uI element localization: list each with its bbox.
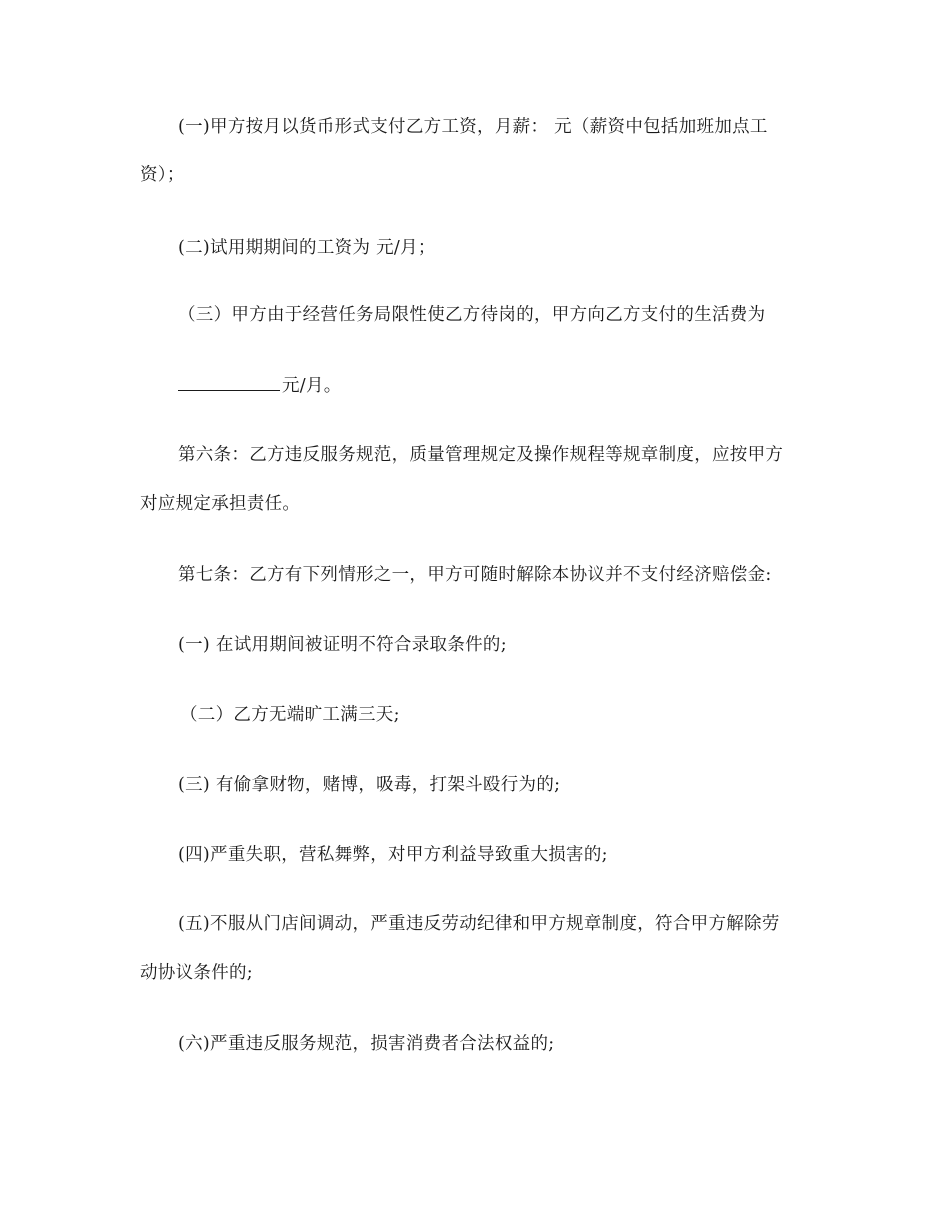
blank-amount-field — [178, 372, 280, 391]
list-item-3: (三) 有偷拿财物，赌博，吸毒，打架斗殴行为的; — [178, 775, 561, 795]
article-6-line-2: 对应规定承担责任。 — [140, 494, 301, 514]
paragraph-standby-line-1: （三）甲方由于经营任务局限性使乙方待岗的，甲方向乙方支付的生活费为 — [178, 305, 766, 325]
list-item-5-line-2: 动协议条件的; — [140, 963, 253, 983]
paragraph-probation-salary: (二)试用期期间的工资为 元/月； — [178, 238, 436, 258]
list-item-1: (一) 在试用期间被证明不符合录取条件的; — [178, 635, 507, 655]
standby-unit-text: 元/月。 — [282, 376, 342, 396]
list-item-2: （二）乙方无端旷工满三天; — [180, 705, 400, 725]
paragraph-salary-line-1: (一)甲方按月以货币形式支付乙方工资，月薪： 元（薪资中包括加班加点工 — [178, 117, 768, 137]
list-item-6: (六)严重违反服务规范，损害消费者合法权益的; — [178, 1034, 555, 1054]
article-6-line-1: 第六条：乙方违反服务规范，质量管理规定及操作规程等规章制度，应按甲方 — [178, 445, 784, 465]
article-7-heading: 第七条：乙方有下列情形之一，甲方可随时解除本协议并不支付经济赔偿金: — [178, 565, 772, 585]
list-item-4: (四)严重失职，营私舞弊，对甲方利益导致重大损害的; — [178, 845, 608, 865]
paragraph-salary-line-2: 资）； — [140, 165, 185, 185]
list-item-5-line-1: (五)不服从门店间调动，严重违反劳动纪律和甲方规章制度，符合甲方解除劳 — [178, 914, 780, 934]
paragraph-standby-line-2 — [178, 372, 342, 398]
